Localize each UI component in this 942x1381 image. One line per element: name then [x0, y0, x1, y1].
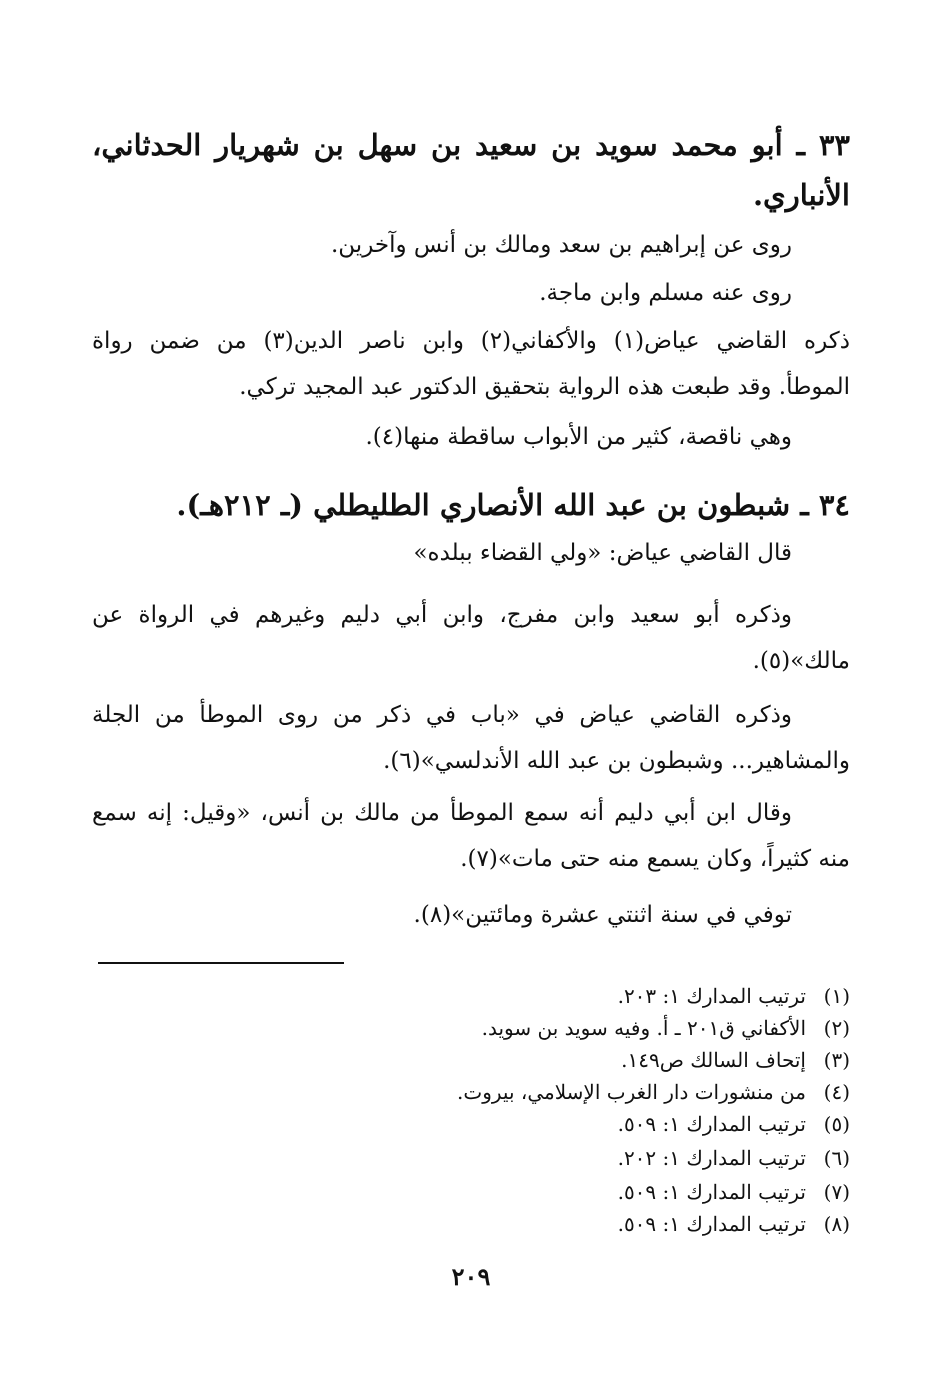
footnote [120, 1212, 850, 1236]
footnote [120, 984, 850, 1008]
footnote [120, 1146, 850, 1170]
footnote-number: (١) [823, 984, 850, 1008]
entry-33-line: الموطأ. وقد طبعت هذه الرواية بتحقيق الدكتور عبد المجيد تركي. [239, 374, 850, 400]
entry-34-line: منه كثيراً، وكان يسمع منه حتى مات»(٧). [460, 846, 850, 872]
entry-34-line: والمشاهير... وشبطون بن عبد الله الأندلسي»(٦). [383, 748, 850, 774]
entry-34-line: توفي في سنة اثنتي عشرة ومائتين»(٨). [413, 902, 792, 928]
entry-33-heading-cont: الأنباري. [752, 178, 850, 212]
entry-33-line: ذكره القاضي عياض(١) والأكفاني(٢) وابن ناصر الدين(٣) من ضمن رواة [92, 328, 850, 354]
footnote-number: (٨) [823, 1212, 850, 1236]
footnote [120, 1180, 850, 1204]
footnote-text: ترتيب المدارك ١: ٥٠٩. [617, 1180, 806, 1204]
entry-34-line: وذكره القاضي عياض في «باب في ذكر من روى الموطأ من الجلة [92, 702, 792, 728]
entry-34-line: قال القاضي عياض: «ولي القضاء ببلده» [413, 540, 792, 566]
entry-34-line: وقال ابن أبي دليم أنه سمع الموطأ من مالك بن أنس، «وقيل: إنه سمع [92, 800, 792, 826]
entry-33-line: روى عنه مسلم وابن ماجة. [539, 280, 792, 306]
footnote-text: الأكفاني ق٢٠١ ـ أ. وفيه سويد بن سويد. [481, 1016, 806, 1040]
footnote-text: ترتيب المدارك ١: ٢٠٣. [617, 984, 806, 1008]
footnote [120, 1080, 850, 1104]
entry-33-line: وهي ناقصة، كثير من الأبواب ساقطة منها(٤). [365, 424, 792, 450]
page-number: ٢٠٩ [451, 1262, 491, 1291]
footnote-number: (٣) [823, 1048, 850, 1072]
footnote [120, 1112, 850, 1136]
footnote-text: ترتيب المدارك ١: ٥٠٩. [617, 1212, 806, 1236]
footnote-text: ترتيب المدارك ١: ٢٠٢. [617, 1146, 806, 1170]
footnote-number: (٢) [823, 1016, 850, 1040]
footnote-number: (٧) [823, 1180, 850, 1204]
entry-34-line: وذكره أبو سعيد وابن مفرج، وابن أبي دليم وغيرهم في الرواة عن [92, 602, 792, 628]
footnote-separator [98, 962, 344, 964]
entry-34-line: مالك»(٥). [752, 648, 850, 674]
footnote-number: (٥) [823, 1112, 850, 1136]
footnote-number: (٦) [823, 1146, 850, 1170]
footnote [120, 1048, 850, 1072]
footnote-text: ترتيب المدارك ١: ٥٠٩. [617, 1112, 806, 1136]
footnote-text: إتحاف السالك ص١٤٩. [621, 1048, 806, 1072]
entry-33-line: روى عن إبراهيم بن سعد ومالك بن أنس وآخرين. [330, 232, 792, 258]
footnote-text: من منشورات دار الغرب الإسلامي، بيروت. [457, 1080, 806, 1104]
entry-34-heading: ٣٤ ـ شبطون بن عبد الله الأنصاري الطليطلي (ـ ٢١٢هـ). [176, 488, 850, 522]
footnote [120, 1016, 850, 1040]
footnote-number: (٤) [823, 1080, 850, 1104]
entry-33-heading: ٣٣ ـ أبو محمد سويد بن سعيد بن سهل بن شهريار الحدثاني، [92, 128, 850, 162]
